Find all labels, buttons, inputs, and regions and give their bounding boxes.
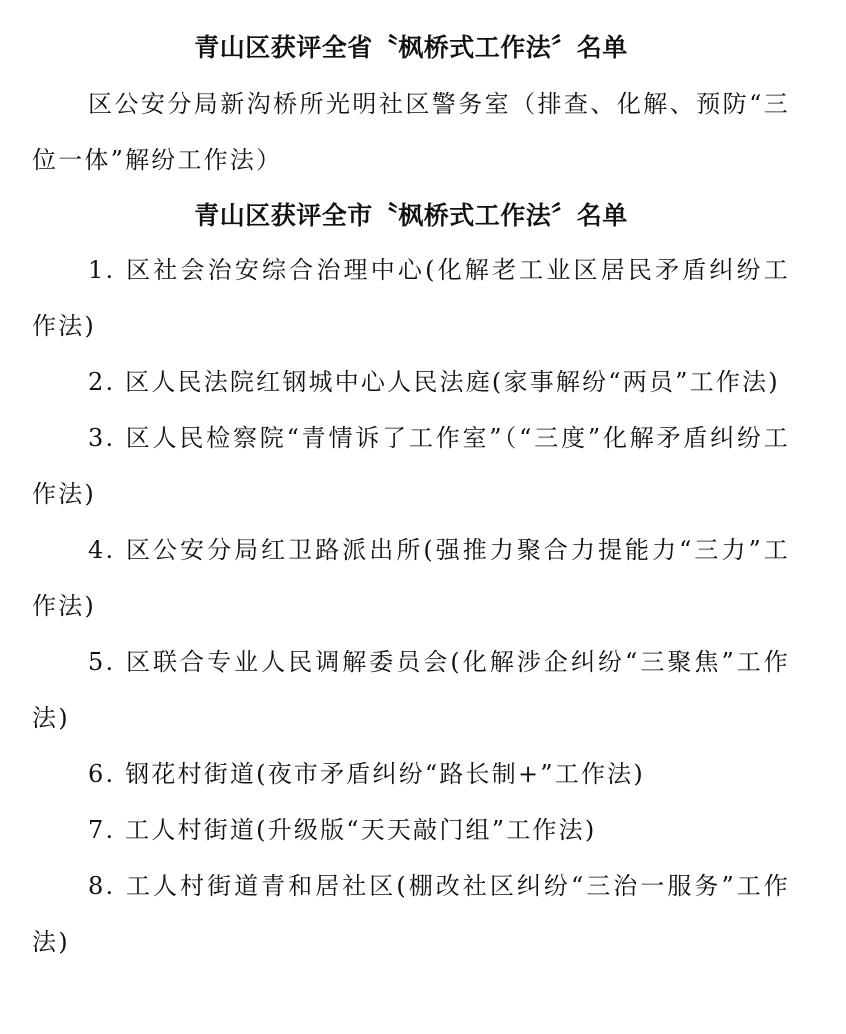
list-item: 1. 区社会治安综合治理中心(化解老工业区居民矛盾纠纷工作法): [32, 256, 790, 340]
heading-city-list: 青山区获评全市〝枫桥式工作法〞名单: [194, 201, 628, 230]
province-entry: 区公安分局新沟桥所光明社区警务室（排查、化解、预防“三位一体”解纷工作法）: [32, 90, 790, 174]
list-item: 5. 区联合专业人民调解委员会(化解涉企纠纷“三聚焦”工作法): [32, 648, 790, 732]
list-item: 6. 钢花村街道(夜市矛盾纠纷“路长制+”工作法): [88, 760, 645, 788]
list-item: 7. 工人村街道(升级版“天天敲门组”工作法): [88, 816, 597, 844]
city-list: [32, 242, 790, 970]
list-item: 8. 工人村街道青和居社区(棚改社区纠纷“三治一服务”工作法): [32, 872, 790, 956]
heading-province-list: 青山区获评全省〝枫桥式工作法〞名单: [194, 33, 628, 62]
list-item: 4. 区公安分局红卫路派出所(强推力聚合力提能力“三力”工作法): [32, 536, 790, 620]
list-item: 3. 区人民检察院“青情诉了工作室”（“三度”化解矛盾纠纷工作法): [32, 424, 790, 508]
list-item: 2. 区人民法院红钢城中心人民法庭(家事解纷“两员”工作法): [88, 368, 780, 396]
